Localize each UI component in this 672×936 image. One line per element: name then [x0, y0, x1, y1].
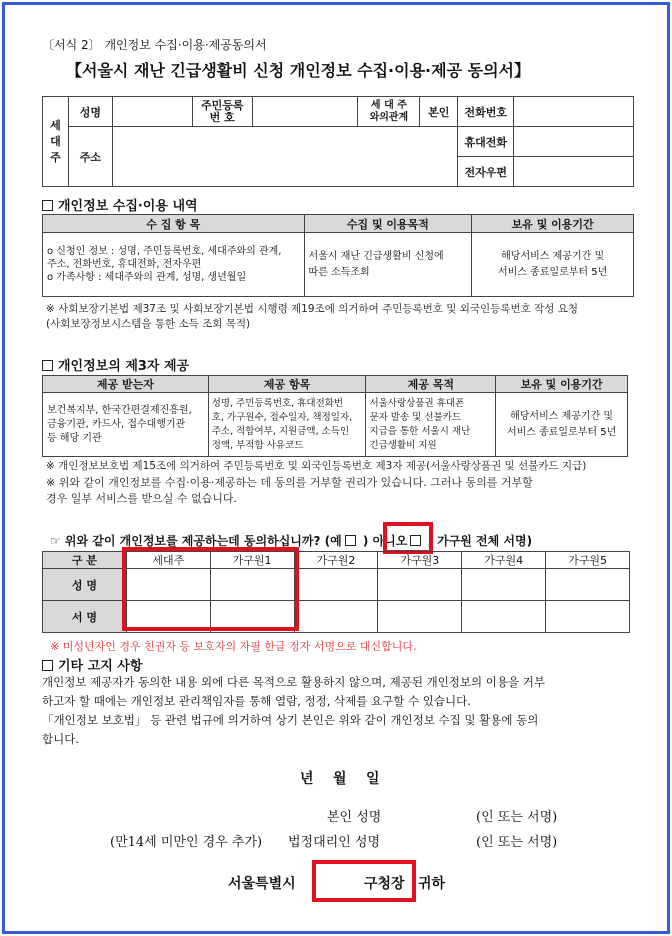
rep-sign-label: (인 또는 서명)	[476, 835, 558, 850]
third-party-section-title	[42, 355, 189, 374]
collection-section-title	[42, 195, 198, 214]
self-name-label: 본인 성명	[327, 810, 382, 825]
third-party-note-1: ※ 개인정보보호법 제15조에 의거하여 주민등록번호 및 외국인등록번호 제3자 제공(서울사랑상품권 및 선불카드 지급)	[46, 460, 587, 472]
member-name-field[interactable]	[378, 569, 462, 601]
highlight-office-box	[312, 860, 416, 902]
minor-note: ※ 미성년자인 경우 친권자 등 보호자의 자필 한글 정자 서명으로 대신합니다.	[50, 640, 417, 653]
col-provide-retention: 보유 및 이용기간	[496, 376, 628, 393]
member-name-field[interactable]	[462, 569, 546, 601]
page-title: 【서울시 재난 긴급생활비 신청 개인정보 수집·이용·제공 동의서】	[66, 61, 530, 80]
phone-label: 전화번호	[458, 97, 514, 127]
form-label: 〔서식 2〕 개인정보 수집·이용·제공동의서	[42, 38, 267, 52]
member-sign-field[interactable]	[546, 601, 630, 633]
member-header: 가구원3	[378, 552, 462, 569]
member-sign-field[interactable]	[462, 601, 546, 633]
collect-purpose-cell: 서울시 재난 긴급생활비 신청에 따른 소득조회	[304, 233, 472, 297]
third-party-table	[42, 375, 628, 457]
email-label: 전자우편	[458, 157, 514, 187]
third-party-note-2: ※ 위와 같이 개인정보를 수집·이용·제공하는 데 동의를 거부할 권리가 있습니다. 그러나 동의를 거부할 경우 일부 서비스를 받으실 수 없습니다.	[46, 476, 533, 505]
member-sign-field[interactable]	[378, 601, 462, 633]
member-header: 세대주	[126, 552, 210, 569]
col-provide-purpose: 제공 목적	[366, 376, 496, 393]
date-label: 년 월 일	[300, 771, 380, 787]
member-name-field[interactable]	[294, 569, 378, 601]
addressee-suffix: 귀하	[418, 876, 446, 892]
member-header: 가구원1	[210, 552, 294, 569]
consent-question: ☞ 위와 같이 개인정보를 제공하는데 동의하십니까? (예 ) 아니오 / 가구원 전체 서명)	[50, 534, 533, 548]
addressee-office: 구청장	[364, 876, 405, 892]
consent-question-text: ☞ 위와 같이 개인정보를 제공하는데 동의하십니까? (예	[50, 534, 342, 548]
row-name-label: 성 명	[43, 569, 127, 601]
addressee-city: 서울특별시	[228, 876, 296, 892]
self-sign-label: (인 또는 서명)	[476, 810, 558, 825]
other-paragraph-2: 「개인정보 보호법」 등 관련 법규에 의거하여 상기 본인은 위와 같이 개인정보 수집 및 활용에 동의 합니다.	[42, 713, 539, 746]
rep-name-label: 법정대리인 성명	[288, 835, 381, 850]
member-header: 가구원4	[462, 552, 546, 569]
household-table	[42, 96, 634, 187]
member-name-field[interactable]	[546, 569, 630, 601]
collect-retention-cell: 해당서비스 제공기간 및 서비스 종료일로부터 5년	[472, 233, 634, 297]
collection-note: ※ 사회보장기본법 제37조 및 사회보장기본법 시행령 제19조에 의거하여 주민등록번호 및 외국인등록번호 작성 요청 (사회보장정보시스템을 통한 소득 조회 목적)	[46, 303, 579, 330]
col-provided-items: 제공 항목	[208, 376, 366, 393]
relation-value: 본인	[420, 97, 458, 127]
col-division: 구 분	[43, 552, 127, 569]
collection-table	[42, 214, 634, 297]
section-square-icon	[42, 660, 53, 671]
highlight-yes-box	[383, 522, 433, 554]
collection-title-text: 개인정보 수집·이용 내역	[58, 199, 198, 214]
other-paragraph-1: 개인정보 제공자가 동의한 내용 외에 다른 목적으로 활용하지 않으며, 제공된 개인정보의 이용을 거부 하고자 할 때에는 개인정보 관리책임자를 통해 열람, 정정, 삭제를 요구할 수 있습니다.	[42, 675, 545, 708]
col-collect-items: 수 집 항 목	[43, 215, 305, 233]
member-sign-field[interactable]	[294, 601, 378, 633]
mobile-field[interactable]	[514, 127, 634, 157]
consent-no-label: 아니오	[372, 534, 408, 548]
name-label: 성명	[68, 97, 112, 127]
rrn-field[interactable]	[252, 97, 358, 127]
highlight-head-member1	[122, 547, 299, 631]
provide-retention-cell: 해당서비스 제공기간 및 서비스 종료일로부터 5년	[496, 393, 628, 457]
recipient-cell: 보건복지부, 한국간편결제진흥원, 금융기관, 카드사, 접수대행기관 등 해당 기관	[43, 393, 209, 457]
member-header: 가구원2	[294, 552, 378, 569]
other-section-title	[42, 655, 142, 674]
address-field[interactable]	[112, 127, 457, 187]
mobile-label: 휴대전화	[458, 127, 514, 157]
phone-field[interactable]	[514, 97, 634, 127]
row-sign-label: 서 명	[43, 601, 127, 633]
section-square-icon	[42, 360, 53, 371]
provide-purpose-cell: 서울사랑상품권 휴대폰 문자 발송 및 선불카드 지급을 통한 서울시 재난 긴급생활비 지원	[366, 393, 496, 457]
relation-label: 세 대 주 와의관계	[358, 97, 420, 127]
col-recipient: 제공 받는자	[43, 376, 209, 393]
email-field[interactable]	[514, 157, 634, 187]
col-collect-retention: 보유 및 이용기간	[472, 215, 634, 233]
consent-tail: / 가구원 전체 서명)	[428, 534, 533, 548]
address-label: 주소	[68, 127, 112, 187]
household-head-label: 세 대 주	[43, 97, 69, 187]
other-title-text: 기타 고지 사항	[58, 659, 143, 674]
minor-prefix-label: (만14세 미만인 경우 추가)	[110, 835, 263, 850]
collect-items-cell: o 신청인 정보 : 성명, 주민등록번호, 세대주와의 관계, 주소, 전화번호, 휴대전화, 전자우편 o 가족사항 : 세대주와의 관계, 성명, 생년월일	[43, 233, 305, 297]
third-party-title-text: 개인정보의 제3자 제공	[58, 359, 190, 374]
section-square-icon	[42, 200, 53, 211]
col-collect-purpose: 수집 및 이용목적	[304, 215, 472, 233]
consent-yes-checkbox[interactable]	[345, 535, 356, 546]
name-field[interactable]	[112, 97, 192, 127]
rrn-label: 주민등록 번 호	[192, 97, 252, 127]
member-header: 가구원5	[546, 552, 630, 569]
provided-items-cell: 성명, 주민등록번호, 휴대전화번 호, 가구원수, 접수일자, 책정일자, 주소, 적합여부, 지원금액, 소득인 정액, 부적합 사유코드	[208, 393, 366, 457]
